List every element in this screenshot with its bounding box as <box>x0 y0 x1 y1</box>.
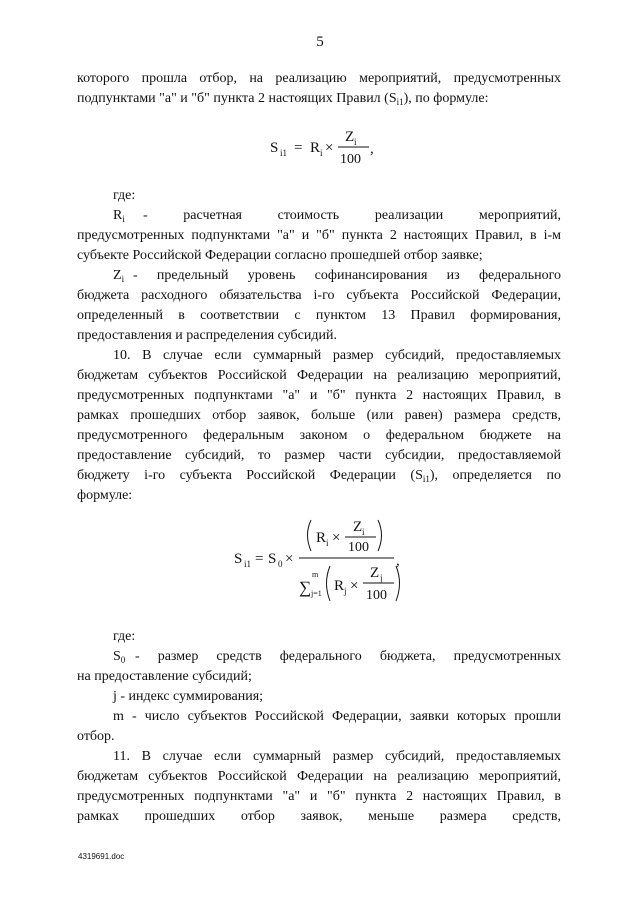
svg-text:S: S <box>234 551 243 567</box>
para11-line-2: бюджетам субъектов Российской Федерации на реализацию мероприятий, <box>77 769 561 784</box>
para10-line-5: предусмотренного федеральным законом о федеральном бюджете на <box>77 428 561 443</box>
svg-text:R: R <box>334 578 345 594</box>
para10-line-7: бюджету i-го субъекта Российской Федерации $(S_{i1})$, определяется по <box>77 468 561 484</box>
para10-line-3: предусмотренных подпунктами "а" и "б" пункта 2 настоящих Правил, в <box>77 388 561 403</box>
svg-text:i1: i1 <box>280 148 288 158</box>
svg-text:R: R <box>316 530 327 546</box>
para11-line-3: предусмотренных подпунктами "а" и "б" пункта 2 настоящих Правил, в <box>77 789 561 804</box>
svg-text:100: 100 <box>366 588 387 603</box>
svg-text:i: i <box>362 527 365 537</box>
svg-text:Z: Z <box>370 565 380 581</box>
svg-text:×: × <box>285 551 294 567</box>
where-ri-line-3: субъекте Российской Федерации согласно прошедшей отбор заявке; <box>77 248 483 263</box>
svg-text:=: = <box>255 551 264 567</box>
para10-line-8: формуле: <box>77 488 133 503</box>
svg-text:×: × <box>332 530 341 546</box>
where-zi-line-4: предоставления и распределения субсидий. <box>77 328 337 343</box>
footer-doc-name: 4319691.doc <box>78 852 125 861</box>
svg-text:,: , <box>396 553 400 569</box>
para10-line-2: бюджетам субъектов Российской Федерации на реализацию мероприятий, <box>77 368 561 383</box>
svg-text:,: , <box>370 141 374 157</box>
intro-line-2: подпунктами "а" и "б" пункта 2 настоящих Правил $(S_{i1})$, по формуле: <box>77 91 489 107</box>
svg-text:R: R <box>310 140 321 156</box>
svg-text:S: S <box>270 140 279 156</box>
page-number: 5 <box>316 34 324 50</box>
svg-text:100: 100 <box>340 152 361 167</box>
svg-text:j: j <box>380 573 383 583</box>
where-zi-line-3: определенный в соответствии с пунктом 13 Правил формирования, <box>77 308 561 323</box>
svg-text:100: 100 <box>348 540 369 555</box>
svg-text:j: j <box>344 586 347 596</box>
svg-text:=: = <box>294 140 303 156</box>
para10-line-6: предоставление субсидий, то размер части субсидии, предоставляемой <box>77 448 561 463</box>
para11-line-4: рамках прошедших отбор заявок, меньше размера средств, <box>77 809 561 824</box>
where-label-1: где: <box>113 188 136 203</box>
svg-text:Z: Z <box>353 519 363 535</box>
where-m-line-2: отбор. <box>77 729 115 744</box>
intro-line-1: которого прошла отбор, на реализацию мероприятий, предусмотренных <box>77 71 561 86</box>
svg-text:i: i <box>326 538 329 548</box>
svg-text:j=1: j=1 <box>311 589 322 598</box>
svg-text:×: × <box>350 578 359 594</box>
where-s0-line-2: на предоставление субсидий; <box>77 669 252 684</box>
svg-text:i: i <box>354 137 357 147</box>
svg-text:i: i <box>320 148 323 158</box>
formula-2 <box>232 513 422 613</box>
svg-text:0: 0 <box>278 559 283 569</box>
svg-text:S: S <box>268 551 277 567</box>
svg-text:×: × <box>325 140 334 156</box>
where-ri-line-2: предусмотренных подпунктами "а" и "б" пункта 2 настоящих Правил, в i-м <box>77 228 561 243</box>
para10-line-4: рамках прошедших отбор заявок, больше (или равен) размера средств, <box>77 408 561 423</box>
svg-text:∑: ∑ <box>299 578 312 597</box>
svg-text:i1: i1 <box>244 559 252 569</box>
formula-1 <box>260 122 400 172</box>
svg-text:Z: Z <box>345 129 355 145</box>
where-label-2: где: <box>113 629 136 644</box>
where-zi-line-2: бюджета расходного обязательства i-го субъекта Российской Федерации, <box>77 288 561 303</box>
svg-text:m: m <box>312 570 319 579</box>
where-j-line: j - индекс суммирования; <box>113 689 264 704</box>
